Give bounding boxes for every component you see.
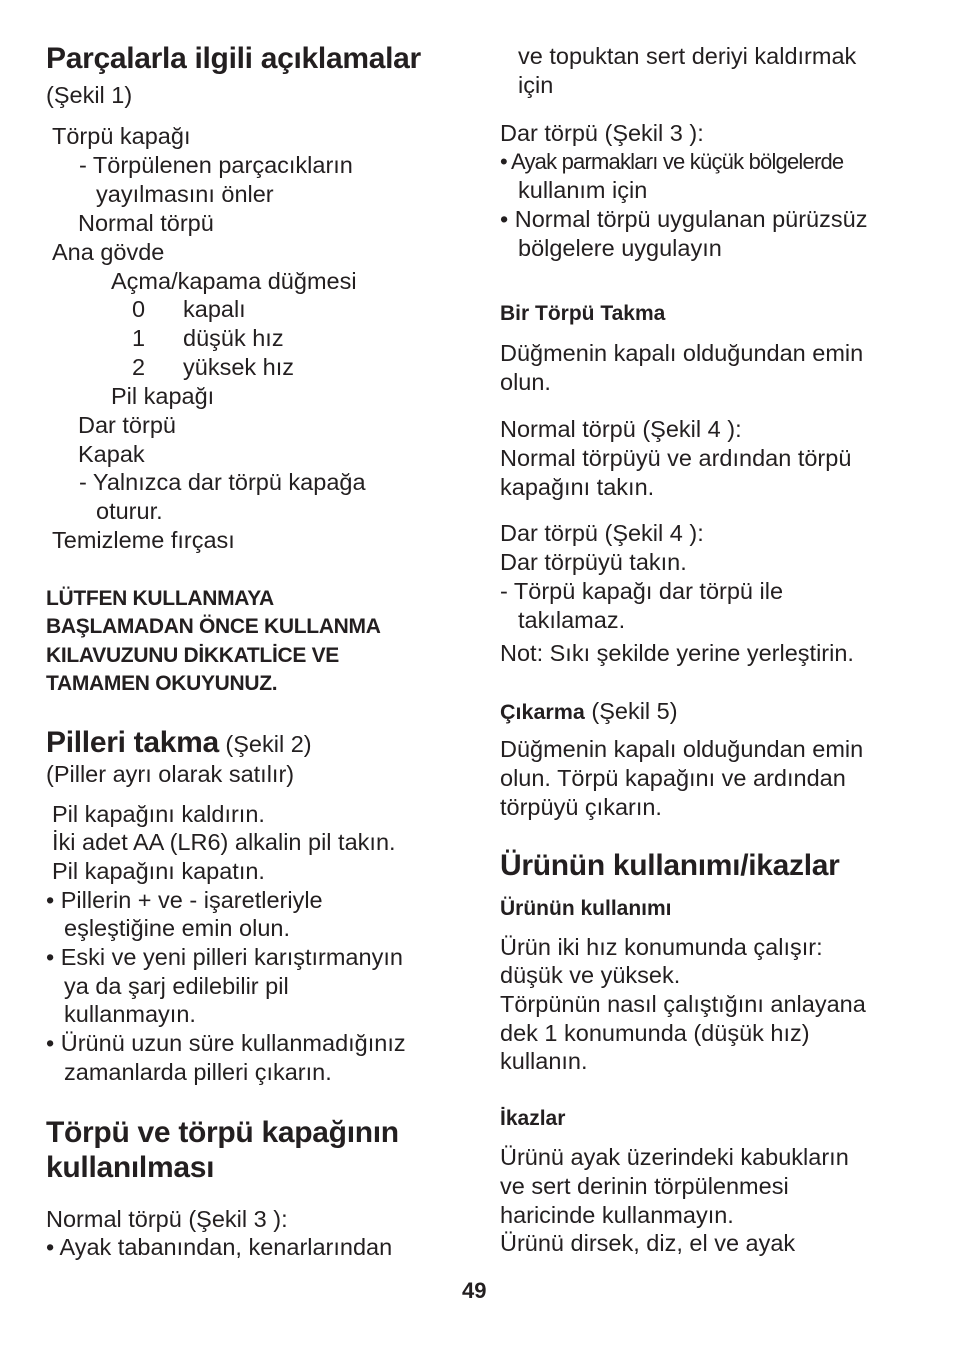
page-number: 49: [462, 1278, 487, 1303]
batteries-figure-ref: (Şekil 2): [225, 731, 312, 757]
parts-item: Törpü kapağı: [52, 123, 191, 149]
remove-line: olun. Törpü kapağını ve ardından: [500, 765, 846, 791]
parts-item: Normal törpü: [78, 210, 214, 236]
warnings-subtitle: İkazlar: [500, 1107, 566, 1130]
batteries-bullet: • Eski ve yeni pilleri karıştırmanyın: [46, 944, 403, 970]
product-title: Ürünün kullanımı/ikazlar: [500, 849, 840, 882]
parts-item: Ana gövde: [52, 239, 165, 265]
batteries-note: (Piller ayrı olarak satılır): [46, 761, 295, 787]
narrow-bullet-cont: bölgelere uygulayın: [518, 235, 722, 261]
parts-item: Açma/kapama düğmesi: [111, 268, 357, 294]
parts-item: Dar törpü: [78, 412, 176, 438]
attach-note: Not: Sıkı şekilde yerine yerleştirin.: [500, 640, 854, 666]
switch-position-label: kapalı: [183, 296, 246, 322]
remove-line: Düğmenin kapalı olduğundan emin: [500, 736, 864, 762]
parts-item-note: yayılmasını önler: [96, 181, 274, 207]
usage-cont-line: için: [518, 72, 554, 98]
parts-item-note: - Yalnızca dar törpü kapağa: [79, 469, 366, 495]
batteries-title: Pilleri takma: [46, 726, 219, 759]
batteries-line: Pil kapağını kapatın.: [52, 858, 265, 884]
batteries-bullet: • Ürünü uzun süre kullanmadığınız: [46, 1030, 406, 1056]
attach-line: Dar törpüyü takın.: [500, 549, 687, 575]
usage-title-cont: kullanılması: [46, 1151, 215, 1184]
parts-item: Temizleme fırçası: [52, 527, 235, 553]
batteries-bullet-cont: zamanlarda pilleri çıkarın.: [64, 1059, 332, 1085]
parts-item-note: - Törpülenen parçacıkların: [79, 152, 353, 178]
parts-title: Parçalarla ilgili açıklamalar: [46, 42, 421, 75]
product-line: dek 1 konumunda (düşük hız): [500, 1020, 810, 1046]
batteries-line: İki adet AA (LR6) alkalin pil takın.: [52, 829, 396, 855]
warnings-line: haricinde kullanmayın.: [500, 1202, 734, 1228]
batteries-bullet-cont: kullanmayın.: [64, 1001, 196, 1027]
product-line: kullanın.: [500, 1048, 588, 1074]
parts-item-note: oturur.: [96, 498, 163, 524]
attach-line: Normal törpüyü ve ardından törpü: [500, 445, 852, 471]
warning-line: LÜTFEN KULLANMAYA: [46, 587, 274, 610]
remove-line: törpüyü çıkarın.: [500, 794, 662, 820]
warning-line: TAMAMEN OKUYUNUZ.: [46, 672, 278, 695]
batteries-bullet: • Pillerin + ve - işaretleriyle: [46, 887, 323, 913]
warnings-line: Ürünü ayak üzerindeki kabukların: [500, 1144, 849, 1170]
attach-title: Bir Törpü Takma: [500, 302, 666, 325]
attach-line: takılamaz.: [518, 607, 626, 633]
warning-line: BAŞLAMADAN ÖNCE KULLANMA: [46, 615, 381, 638]
batteries-bullet-cont: eşleştiğine emin olun.: [64, 915, 290, 941]
parts-item: Kapak: [78, 441, 145, 467]
attach-line: Düğmenin kapalı olduğundan emin: [500, 340, 864, 366]
usage-line: Normal törpü (Şekil 3 ):: [46, 1206, 288, 1232]
product-subtitle: Ürünün kullanımı: [500, 897, 672, 920]
warnings-line: Ürünü dirsek, diz, el ve ayak: [500, 1230, 796, 1256]
attach-line: Normal törpü (Şekil 4 ):: [500, 416, 742, 442]
warnings-line: ve sert derinin törpülenmesi: [500, 1173, 789, 1199]
remove-heading: [500, 697, 678, 727]
product-line: Ürün iki hız konumunda çalışır:: [500, 934, 823, 960]
batteries-line: Pil kapağını kaldırın.: [52, 801, 265, 827]
usage-bullet: • Ayak tabanından, kenarlarından: [46, 1234, 393, 1260]
usage-cont-line: ve topuktan sert deriyi kaldırmak: [518, 43, 857, 69]
attach-line: Dar törpü (Şekil 4 ):: [500, 520, 704, 546]
narrow-line: Dar törpü (Şekil 3 ):: [500, 120, 704, 146]
parts-item: Pil kapağı: [111, 383, 215, 409]
parts-figure-ref: (Şekil 1): [46, 82, 133, 108]
narrow-bullet: • Ayak parmakları ve küçük bölgelerde: [500, 149, 844, 174]
narrow-bullet-cont: kullanım için: [518, 177, 648, 203]
switch-position-number: 2: [132, 354, 146, 380]
product-line: düşük ve yüksek.: [500, 962, 681, 988]
batteries-heading: [46, 726, 312, 760]
remove-figure-ref: (Şekil 5): [591, 698, 678, 724]
usage-title: Törpü ve törpü kapağının: [46, 1116, 399, 1149]
batteries-bullet-cont: ya da şarj edilebilir pil: [64, 973, 289, 999]
product-line: Törpünün nasıl çalıştığını anlayana: [500, 991, 866, 1017]
attach-line: olun.: [500, 369, 551, 395]
attach-line: kapağını takın.: [500, 474, 655, 500]
switch-position-number: 0: [132, 296, 146, 322]
attach-line: - Törpü kapağı dar törpü ile: [500, 578, 784, 604]
narrow-bullet: • Normal törpü uygulanan pürüzsüz: [500, 206, 868, 232]
switch-position-number: 1: [132, 325, 146, 351]
warning-line: KILAVUZUNU DİKKATLİCE VE: [46, 644, 340, 667]
remove-title: Çıkarma: [500, 700, 585, 724]
switch-position-label: yüksek hız: [183, 354, 295, 380]
switch-position-label: düşük hız: [183, 325, 284, 351]
